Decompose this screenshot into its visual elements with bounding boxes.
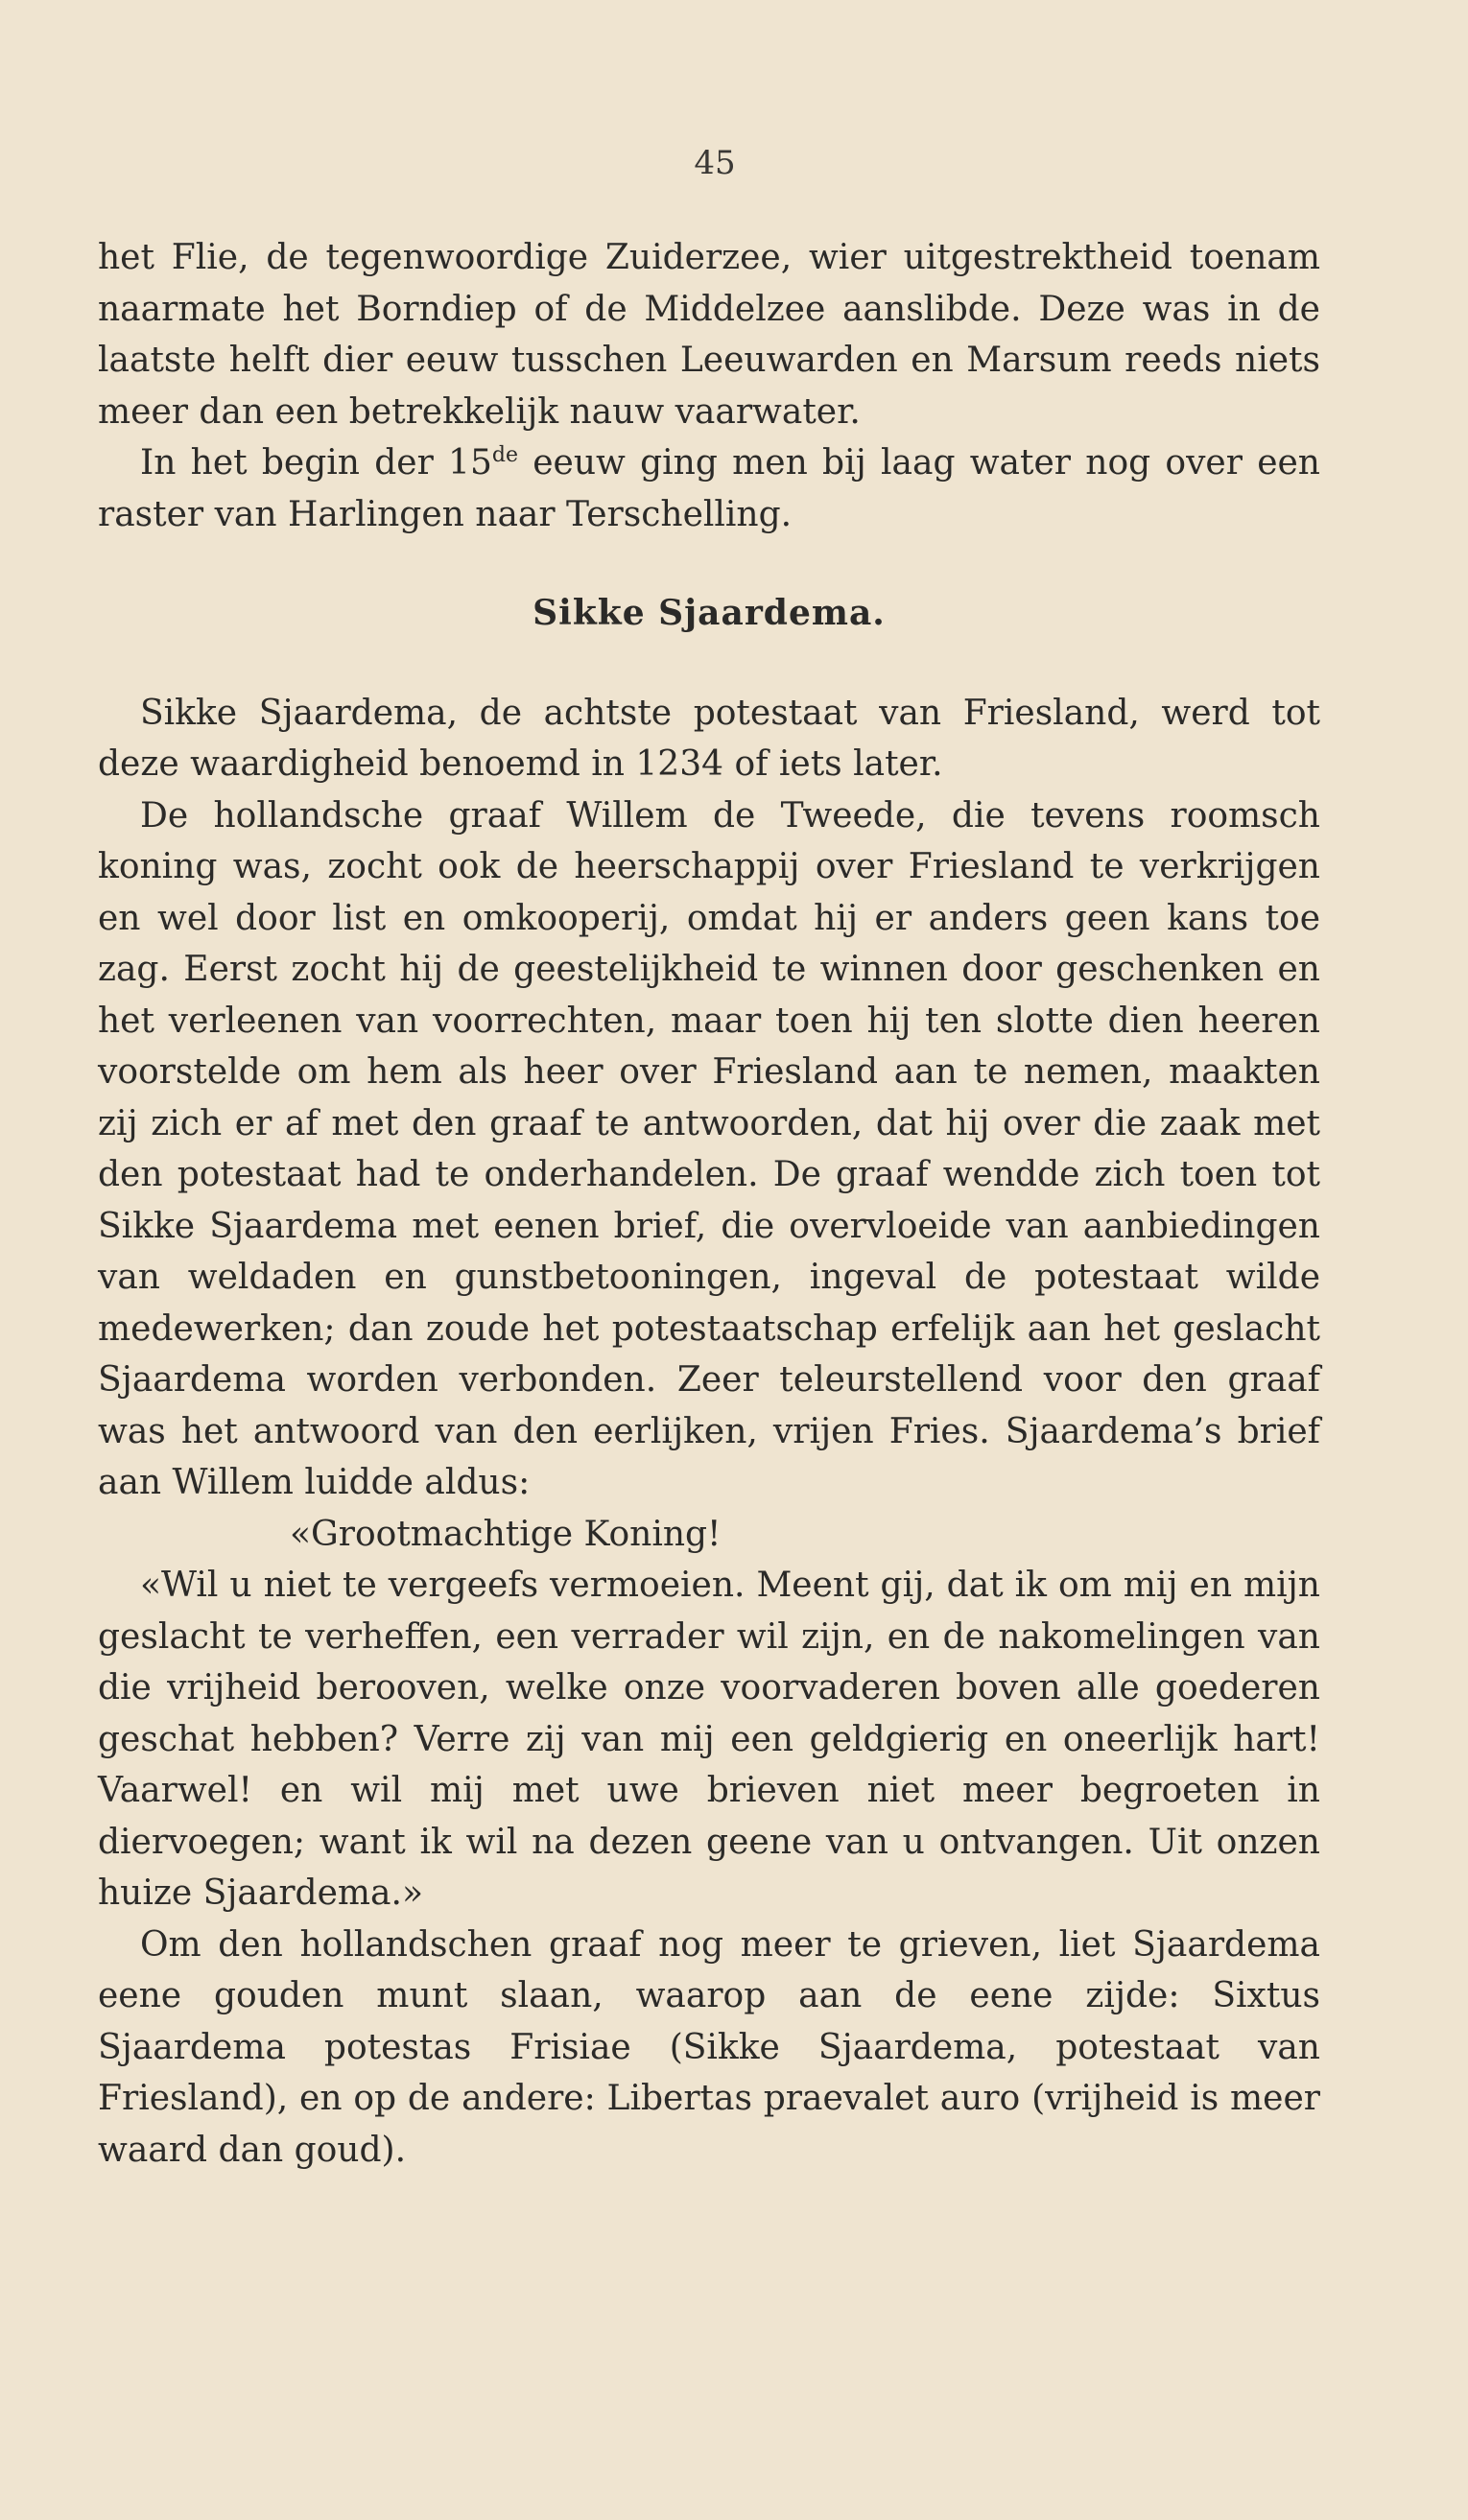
paragraph-4: De hollandsche graaf Willem de Tweede, die tevens roomsch koning was, zocht ook de heerschappij over Friesland te verkrijgen en wel door list en omkooperij, omdat hij er anders geen kans toe zag. Eerst zocht hij de geestelijkheid te winnen door geschenken en het verleenen van voorrechten, maar toen hij ten slotte dien heeren voorstelde om hem als heer over Friesland aan te nemen, maakten zij zich er af met den graaf te antwoorden, dat hij over die zaak met den potestaat had te onderhandelen. De graaf wendde zich toen tot Sikke Sjaardema met eenen brief, die overvloeide van aanbiedingen van weldaden en gunstbetooningen, ingeval de potestaat wilde medewerken; dan zoude het potestaatschap erfelijk aan het geslacht Sjaardema worden verbonden. Zeer teleurstellend voor den graaf was het antwoord van den eerlijken, vrijen Fries. Sjaardema’s brief aan Willem luidde aldus: [98, 795, 1320, 1502]
body-text [98, 232, 1320, 2176]
paragraph-3: Sikke Sjaardema, de achtste potestaat van Friesland, werd tot deze waardigheid benoemd in 1234 of iets later. [98, 693, 1320, 784]
paragraph-1: het Flie, de tegenwoordige Zuiderzee, wier uitgestrektheid toenam naarmate het Borndiep of de Middelzee aanslibde. Deze was in de laatste helft dier eeuw tusschen Leeuwarden en Marsum reeds niets meer dan een betrekkelijk nauw vaarwater. [98, 238, 1320, 432]
paragraph-5: Om den hollandschen graaf nog meer te grieven, liet Sjaardema eene gouden munt slaan, waarop aan de eene zijde: Sixtus Sjaardema potestas Frisiae (Sikke Sjaardema, potestaat van Friesland), en op de andere: Libertas praevalet auro (vrijheid is meer waard dan goud). [98, 1924, 1320, 2170]
century-superscript: de [491, 443, 518, 467]
paragraph-2 [98, 437, 1320, 540]
page-number: 45 [694, 144, 736, 182]
letter-body: «Wil u niet te vergeefs vermoeien. Meent gij, dat ik om mij en mijn geslacht te verheffen, een verrader wil zijn, en de nakomelingen van die vrijheid berooven, welke onze voorvaderen boven alle goederen geschat hebben? Verre zij van mij een geldgierig en oneerlijk hart! Vaarwel! en wil mij met uwe brieven niet meer begroeten in diervoegen; want ik wil na dezen geene van u ontvangen. Uit onzen huize Sjaardema.» [98, 1566, 1320, 1913]
section-heading: Sikke Sjaardema. [533, 593, 886, 633]
century-text-before: In het begin der 15 [140, 443, 492, 483]
letter-salutation: «Grootmachtige Koning! [290, 1514, 722, 1554]
century-text-after: eeuw ging men bij laag water nog over een raster van Harlingen naar Terschelling. [98, 443, 1320, 534]
